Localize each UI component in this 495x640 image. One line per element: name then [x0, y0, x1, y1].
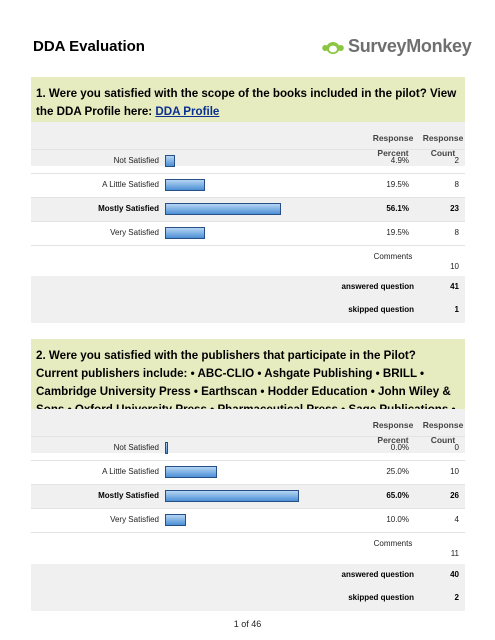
answer-label: Mostly Satisfied [98, 491, 159, 500]
question-2-text: 2. Were you satisfied with the publishers that participate in the Pilot? Current publishers include: • ABC-CLIO • Ashgate Publishing • BRILL • Cambridge University Press • Earthscan • Hodder Education • John Wiley & [36, 349, 451, 398]
response-bar [165, 490, 299, 502]
response-count: 2 [454, 156, 459, 165]
answer-row [31, 436, 465, 460]
question-1-answered [31, 276, 465, 300]
answered-label: answered question [341, 282, 414, 291]
answered-count: 41 [450, 282, 459, 291]
response-percent: 19.5% [386, 228, 409, 237]
answer-label: Mostly Satisfied [98, 204, 159, 213]
skipped-count: 1 [454, 305, 459, 314]
response-count: 4 [454, 515, 459, 524]
response-count: 0 [454, 443, 459, 452]
response-count: 26 [450, 491, 459, 500]
response-bar [165, 179, 205, 191]
response-percent: 65.0% [386, 491, 409, 500]
comments-count: 11 [450, 549, 459, 558]
response-bar [165, 466, 217, 478]
response-bar [165, 442, 168, 454]
skipped-count: 2 [454, 593, 459, 602]
response-bar [165, 514, 186, 526]
answer-row [31, 197, 465, 221]
response-count: 8 [454, 180, 459, 189]
answer-row [31, 221, 465, 245]
response-bar [165, 155, 175, 167]
skipped-label: skipped question [348, 593, 414, 602]
answer-label: Not Satisfied [113, 156, 159, 165]
answer-row [31, 173, 465, 197]
answered-label: answered question [341, 570, 414, 579]
response-count-heading: Response Count [422, 420, 464, 445]
question-1-text: 1. Were you satisfied with the scope of the books included in the pilot? View the DDA Profile here: [36, 87, 457, 118]
comments-label[interactable]: Comments [373, 252, 413, 261]
answered-count: 40 [450, 570, 459, 579]
response-percent: 4.9% [390, 156, 409, 165]
skipped-label: skipped question [348, 305, 414, 314]
answer-label: Very Satisfied [110, 515, 159, 524]
question-2-answered [31, 564, 465, 588]
surveymonkey-logo [322, 36, 471, 57]
response-bar [165, 203, 281, 215]
comments-label[interactable]: Comments [373, 539, 413, 548]
question-2-comments [31, 532, 465, 566]
comments-count: 10 [450, 262, 459, 271]
page-number: 1 of 46 [233, 619, 262, 629]
question-1-skipped [31, 299, 465, 323]
answer-label: Not Satisfied [113, 443, 159, 452]
response-percent-heading: Response Percent [372, 420, 414, 445]
response-bar [165, 227, 205, 239]
response-percent: 56.1% [386, 204, 409, 213]
response-percent: 25.0% [386, 467, 409, 476]
answer-row [31, 460, 465, 484]
response-percent: 19.5% [386, 180, 409, 189]
answer-label: A Little Satisfied [102, 180, 159, 189]
answer-row [31, 149, 465, 173]
answer-row [31, 508, 465, 532]
question-1-comments [31, 245, 465, 279]
answer-label: A Little Satisfied [102, 467, 159, 476]
response-count: 8 [454, 228, 459, 237]
dda-profile-link[interactable]: DDA Profile [155, 105, 220, 118]
response-percent-heading: Response Percent [372, 133, 414, 158]
question-2-skipped [31, 587, 465, 611]
answer-label: Very Satisfied [110, 228, 159, 237]
response-count-heading: Response Count [422, 133, 464, 158]
page-title: DDA Evaluation [33, 38, 145, 55]
brand-name: SurveyMonkey [348, 36, 472, 56]
response-count: 23 [450, 204, 459, 213]
monkey-logo-icon [322, 39, 344, 55]
answer-row [31, 484, 465, 508]
response-percent: 10.0% [386, 515, 409, 524]
response-percent: 0.0% [390, 443, 409, 452]
response-count: 10 [450, 467, 459, 476]
